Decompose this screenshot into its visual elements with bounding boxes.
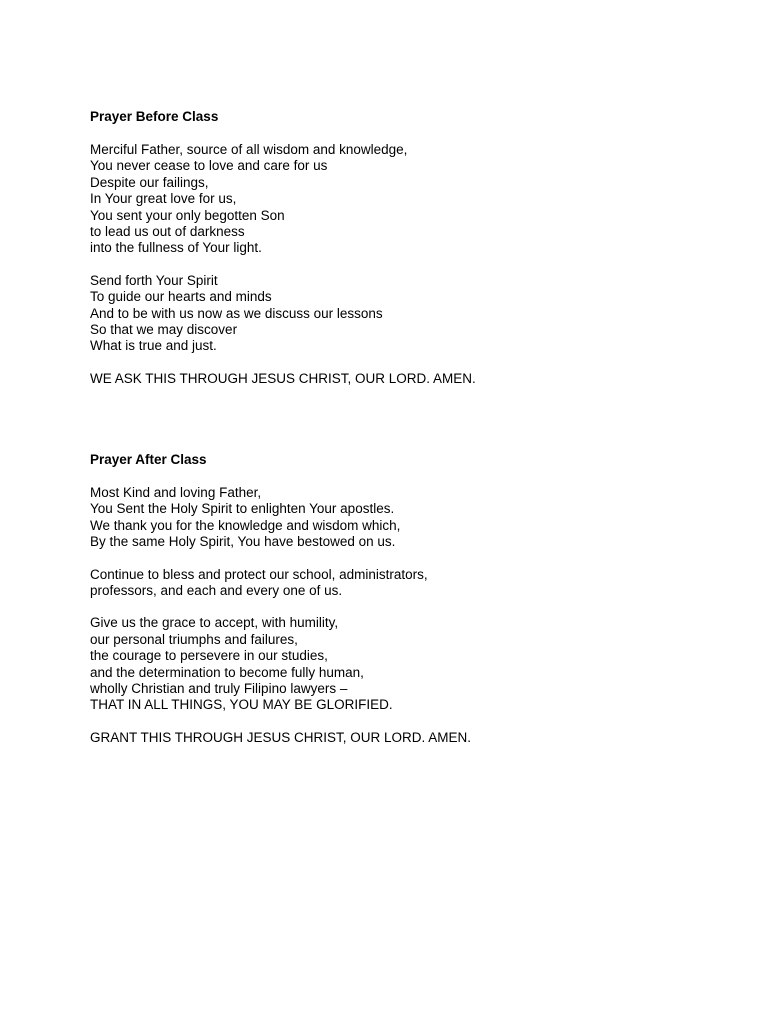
- prayer-after-stanza-1: [90, 485, 730, 551]
- prayer-before-stanza-2: [90, 273, 730, 355]
- prayer-line: THAT IN ALL THINGS, YOU MAY BE GLORIFIED.: [90, 697, 393, 713]
- prayer-line: What is true and just.: [90, 338, 217, 354]
- prayer-closing-line: GRANT THIS THROUGH JESUS CHRIST, OUR LORD. AMEN.: [90, 729, 472, 745]
- prayer-line: wholly Christian and truly Filipino lawyers –: [90, 681, 348, 697]
- prayer-line: Continue to bless and protect our school, administrators,: [90, 566, 428, 582]
- prayer-after-closing: [90, 730, 730, 746]
- prayer-line: You sent your only begotten Son: [90, 207, 285, 223]
- prayer-line: You never cease to love and care for us: [90, 158, 328, 174]
- prayer-before-closing: [90, 371, 730, 387]
- prayer-line: and the determination to become fully human,: [90, 664, 364, 680]
- prayer-after-stanza-2: [90, 567, 730, 600]
- prayer-line: To guide our hearts and minds: [90, 289, 272, 305]
- prayer-line: By the same Holy Spirit, You have bestowed on us.: [90, 534, 396, 550]
- prayer-line: Give us the grace to accept, with humility,: [90, 615, 339, 631]
- prayer-after-class-section: [90, 452, 730, 746]
- prayer-before-class-section: [90, 109, 730, 387]
- prayer-line: professors, and each and every one of us.: [90, 583, 343, 599]
- prayer-after-stanza-3: [90, 615, 730, 713]
- prayer-line: So that we may discover: [90, 322, 238, 338]
- prayer-before-class-title: Prayer Before Class: [90, 109, 219, 124]
- prayer-line: the courage to persevere in our studies,: [90, 648, 328, 664]
- prayer-before-stanza-1: [90, 142, 730, 257]
- prayer-line: into the fullness of Your light.: [90, 240, 262, 256]
- prayer-line: You Sent the Holy Spirit to enlighten Your apostles.: [90, 501, 395, 517]
- prayer-line: Merciful Father, source of all wisdom and knowledge,: [90, 142, 408, 157]
- prayer-after-class-title: Prayer After Class: [90, 452, 207, 467]
- prayer-line: our personal triumphs and failures,: [90, 631, 298, 647]
- prayer-closing-line: WE ASK THIS THROUGH JESUS CHRIST, OUR LORD. AMEN.: [90, 370, 476, 386]
- prayer-line: to lead us out of darkness: [90, 224, 245, 240]
- prayer-line: Send forth Your Spirit: [90, 272, 218, 288]
- prayer-line: In Your great love for us,: [90, 191, 237, 207]
- prayer-line: We thank you for the knowledge and wisdom which,: [90, 517, 401, 533]
- prayer-line: Most Kind and loving Father,: [90, 485, 262, 500]
- prayer-line: And to be with us now as we discuss our lessons: [90, 305, 383, 321]
- prayer-line: Despite our failings,: [90, 174, 209, 190]
